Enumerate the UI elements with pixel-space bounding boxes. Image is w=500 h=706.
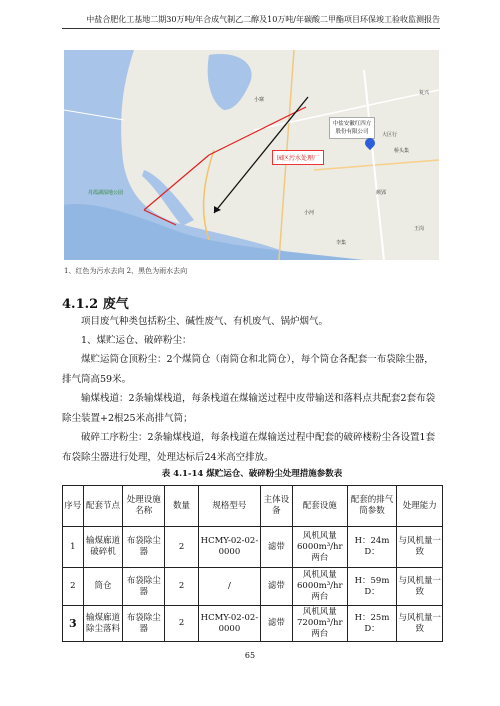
col-header: 序号 bbox=[63, 486, 84, 527]
map-place-label: 颜郢 bbox=[376, 190, 387, 196]
cell-qty: 2 bbox=[165, 606, 199, 642]
map-place-label: 李集 bbox=[336, 240, 347, 246]
park-label: 丹霞湖湿地公园 bbox=[88, 190, 124, 196]
cell-stack: H：24m D： bbox=[347, 527, 397, 568]
cell-no: 1 bbox=[63, 527, 84, 568]
cell-aux: 风机风量6000m³/hr 两台 bbox=[292, 568, 347, 606]
col-header: 处理能力 bbox=[397, 486, 443, 527]
map-place-label: 桥头集 bbox=[394, 148, 410, 154]
cell-equip: 滤带 bbox=[260, 568, 292, 606]
paragraph: 煤贮运筒仓顶粉尘：2个煤筒仓（南筒仓和北筒仓），每个筒仓各配套一布袋除尘器，排气筒高59米。 bbox=[62, 354, 434, 385]
cell-aux: 风机风量6000m³/hr 两台 bbox=[292, 527, 347, 568]
col-header: 配套的排气筒参数 bbox=[347, 486, 397, 527]
col-header: 数量 bbox=[165, 486, 199, 527]
cell-stack: H：59m D： bbox=[347, 568, 397, 606]
map-place-label: 复兴 bbox=[419, 90, 430, 96]
page-number: 65 bbox=[244, 651, 256, 660]
page-header: 中盐合肥化工基地二期30万吨/年合成气制乙二醇及10万吨/年碳酸二甲酯项目环保竣工验收监测报告 bbox=[62, 14, 440, 29]
cell-qty: 2 bbox=[165, 527, 199, 568]
col-header: 配套节点 bbox=[83, 486, 123, 527]
cell-model: HCMY-02-02-0000 bbox=[199, 606, 261, 642]
map-caption: 1、红色为污水去向 2、黑色为雨水去向 bbox=[64, 267, 188, 275]
cell-equip: 滤带 bbox=[260, 606, 292, 642]
map-place-label: 小寨 bbox=[254, 97, 265, 103]
location-map bbox=[64, 50, 439, 260]
col-header: 配套设施 bbox=[292, 486, 347, 527]
paragraph: 输煤栈道：2条输煤栈道，每条栈道在煤输送过程中皮带输送和落料点共配套2套布袋除尘装置+2根25米高排气筒； bbox=[62, 393, 436, 424]
table-row bbox=[63, 606, 443, 642]
table-caption: 表 4.1-14 煤贮运仓、破碎粉尘处理措施参数表 bbox=[161, 469, 343, 479]
cell-node: 输煤廊道除尘落料 bbox=[83, 606, 123, 642]
cell-capacity: 与风机量一致 bbox=[397, 606, 443, 642]
cell-node: 输煤廊道破碎机 bbox=[83, 527, 123, 568]
params-table bbox=[62, 485, 443, 642]
col-header: 主体设备 bbox=[260, 486, 292, 527]
map-place-label: 小河 bbox=[304, 210, 315, 216]
wwtp-label: 园区污水处理厂 bbox=[272, 150, 324, 165]
cell-no: 3 bbox=[63, 606, 84, 642]
cell-qty: 2 bbox=[165, 568, 199, 606]
cell-no: 2 bbox=[63, 568, 84, 606]
cell-model: / bbox=[199, 568, 261, 606]
map-drawing bbox=[64, 50, 439, 260]
paragraph: 1、煤贮运仓、破碎粉尘： bbox=[81, 335, 192, 346]
table-header-row bbox=[63, 486, 443, 527]
cell-aux: 风机风量7200m³/hr 两台 bbox=[292, 606, 347, 642]
plant-label: 中盐安徽红四方股份有限公司 bbox=[329, 117, 375, 139]
cell-facility: 布袋除尘器 bbox=[123, 527, 165, 568]
paragraph: 破碎工序粉尘：2条输煤栈道，每条栈道在煤输送过程中配套的破碎楼粉尘各设置1套布袋除尘器进行处理，处理达标后24米高空排放。 bbox=[62, 432, 436, 463]
cell-model: HCMY-02-02-0000 bbox=[199, 527, 261, 568]
cell-node: 筒仓 bbox=[83, 568, 123, 606]
table-row bbox=[63, 568, 443, 606]
paragraph: 项目废气种类包括粉尘、碱性废气、有机废气、锅炉烟气。 bbox=[81, 316, 329, 327]
cell-stack: H：25m D： bbox=[347, 606, 397, 642]
cell-equip: 滤带 bbox=[260, 527, 292, 568]
col-header: 处理设施名称 bbox=[123, 486, 165, 527]
cell-facility: 布袋除尘器 bbox=[123, 606, 165, 642]
map-place-label: 王岗 bbox=[414, 226, 425, 232]
cell-capacity: 与风机量一致 bbox=[397, 527, 443, 568]
table-row bbox=[63, 527, 443, 568]
section-heading: 4.1.2 废气 bbox=[62, 297, 129, 312]
cell-capacity: 与风机量一致 bbox=[397, 568, 443, 606]
col-header: 规格型号 bbox=[199, 486, 261, 527]
map-place-label: 大区行 bbox=[382, 132, 398, 138]
cell-facility: 布袋除尘器 bbox=[123, 568, 165, 606]
